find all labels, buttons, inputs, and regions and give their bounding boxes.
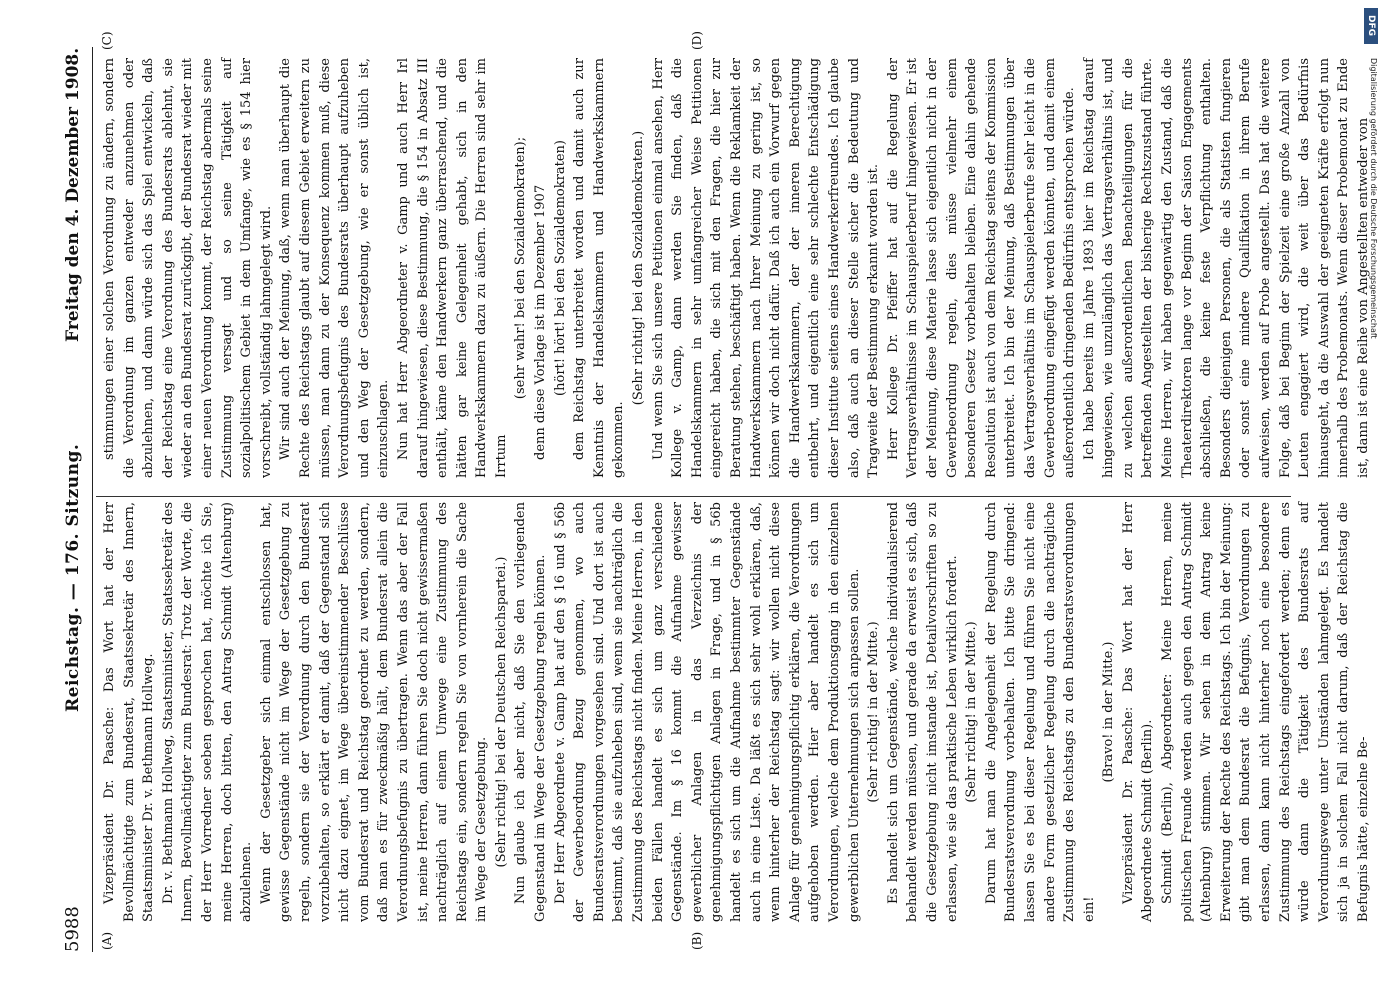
header-rule [92,47,93,952]
paragraph: stimmungen einer solchen Verordnung zu ändern, sondern die Verordnung im ganzen entweder anzunehmen oder abzulehnen, und dann würde sich das Spiel entwickeln, daß der Reichstag eine Verordnung des Bundesrats ablehnt, sie wieder an den Bundesrat zurückgibt, der Bundesrat wieder mit einer neuen Verordnung kommt, der Reichstag abermals seine Zustimmung versagt und so seine Tätigkeit auf sozialpolitischem Gebiet in dem Umfange, wie es § 154 hier vorschreibt, vollständig lahmgelegt wird. [102,58,274,478]
paragraph: Schmidt (Berlin), Abgeordneter: Meine Herren, meine politischen Freunde werden auch gegen den Antrag Schmidt (Altenburg) stimmen. Wir sehen in dem Antrag keine Erweiterung der Rechte des Reichstags. Ich bin der Meinung: gibt man dem Bundesrat die Befugnis, Verordnungen zu erlassen, dann kann nicht hinterher noch eine besondere Zustimmung des Reichstags eingefordert werden; denn es würde dann die Tätigkeit des Bundesrats auf Verordnungswege unter Umständen lahmgelegt. Es handelt sich ja in solchem Fall nicht darum, daß der Reichstag die Befugnis hätte, einzelne Be- [1160,502,1371,922]
paragraph: (sehr wahr! bei den Sozialdemokraten); [513,136,529,400]
margin-marker-c: (C) [100,31,114,50]
funding-note: Digitalisierung gefördert durch die Deutsche Forschungsgemeinschaft [1369,58,1378,339]
paragraph: Herr Kollege Dr. Pfeiffer hat auf die Regelung der Vertragsverhältnisse im Schauspielerberuf hingewiesen. Er ist der Meinung, diese Materie lasse sich eigentlich nicht in der Gewerbeordnung regeln, dies müsse vielmehr einem besonderen Gesetz vorbehalten bleiben. Eine dahin gehende Resolution ist auch von dem Reichstag seitens der Kommission unterbreitet. Ich bin der Meinung, daß Bestimmungen über das Vertragsverhältnis im Schauspielerberufe sehr leicht in die Gewerbeordnung eingefügt werden könnten, und damit einem außerordentlich dringenden Bedürfnis entsprochen würde. [885,58,1078,478]
page-title: Reichstag. — 176. Sitzung. [63,443,83,712]
paragraph: Dr. v. Bethmann Hollweg, Staatsminister, Staatssekretär des Innern, Bevollmächtigter zum Bundesrat: Trotz der Worte, die der Herr Vorredner soeben gesprochen hat, möchte ich Sie, meine Herren, doch bitten, den Antrag Schmidt (Altenburg) abzulehnen. [160,502,255,922]
paragraph: (Sehr richtig! bei den Sozialdemokraten.) [631,130,647,406]
paragraph: Ich habe bereits im Jahre 1893 hier im Reichstag darauf hingewiesen, wie unzulänglich das Vertragsverhältnis ist, und zu welchen außerordentlichen Benachteiligungen für die betreffenden Angestellten der bisherige Rechtszustand führte. Meine Herren, wir haben gegenwärtig den Zustand, daß die Theaterdirektoren lange vor Beginn der Saison Engagements abschließen, die keine feste Verpflichtung enthalten. Besonders diejenigen Personen, die als Statisten fungieren oder sonst eine mindere Qualifikation in ihrem Berufe aufweisen, werden auf Probe angestellt. Das hat die weitere Folge, daß bei Beginn der Spielzeit eine große Anzahl von Leuten engagiert wird, die weit über das Bedürfnis hinausgeht, da die Auswahl der geeigneten Kräfte erfolgt nun innerhalb des Probemonats. Wenn dieser Probemonat zu Ende ist, dann ist eine Reihe von Angestellten entweder von [1081,58,1371,478]
paragraph: Und wenn Sie sich unsere Petitionen einmal ansehen, Herr Kollege v. Gamp, dann werden Sie finden, daß die Handelskammern in sehr umfangreicher Weise Petitionen eingereicht haben, die sich mit den Fragen, die hier zur Beratung stehen, beschäftigt haben. Wenn die Reklamkeit der Handwerkskammern nach Ihrer Meinung zu gering ist, so können wir doch nicht dafür. Daß ich auch ein Vorwurf gegen die Handwerkskammern, der der inneren Berechtigung entbehrt, und eigentlich eine sehr schlechte Entschädigung dieser Institute seitens eines Handwerkerfreundes. Ich glaube also, daß auch an dieser Stelle sicher die Bedeutung und Tragweite der Bestimmung erkannt worden ist. [650,58,882,478]
paragraph: Der Herr Abgeordnete v. Gamp hat auf den § 16 und § 56b der Gewerbeordnung Bezug genommen, wo auch Bundesratsverordnungen vorgesehen sind. Und dort ist auch bestimmt, daß sie aufzuheben sind, wenn sie nachträglich die Zustimmung des Reichstags nicht finden. Meine Herren, in den beiden Fällen handelt es sich um ganz verschiedene Gegenstände. Im § 16 kommt die Aufnahme gewisser gewerblicher Anlagen in das Verzeichnis der genehmigungspflichtigen Anlagen in Frage, und in § 56b handelt es sich um die Aufnahme bestimmter Gegenstände auch in eine Liste. Da läßt es sich sehr wohl erklären, daß, wenn hinterher der Reichstag sagt: wir wollen nicht diese Anlage für genehmigungspflichtig erklären, die Verordnungen aufgehoben werden. Hier aber handelt es sich um Verordnungen, welche dem Produktionsgang in den einzelnen gewerblichen Unternehmungen sich anpassen sollen. [552,502,862,922]
right-column [100,58,1371,478]
margin-marker-d: (D) [690,31,704,50]
paragraph: (Bravo! in der Mitte.) [1101,641,1117,783]
paragraph: Es handelt sich um Gegenstände, welche individualisierend behandelt werden müssen, und gerade da erweist es sich, daß die Gesetzgebung nicht imstande ist, Detailvorschriften so zu erlassen, wie sie das praktische Leben wirklich fordert. [885,502,960,922]
page-number: 5988 [62,906,83,952]
paragraph: Vizepräsident Dr. Paasche: Das Wort hat der Herr Bevollmächtigte zum Bundesrat, Staatssekretär des Innern, Staatsminister Dr. v. Bethmann Hollweg. [102,502,157,922]
paragraph: Wenn der Gesetzgeber sich einmal entschlossen hat, gewisse Gegenstände nicht im Wege der Gesetzgebung zu regeln, sondern sie der Verordnung durch den Bundesrat vorzubehalten, so erklärt er damit, daß der Gegenstand sich nicht dazu eignet, im Wege übereinstimmender Beschlüsse vom Bundesrat und Reichstag geordnet zu werden, sondern, daß man es für zweckmäßig hält, dem Bundesrat allein die Verordnungsbefugnis zu übertragen. Wenn das aber der Fall ist, meine Herren, dann führen Sie doch nicht gewissermaßen nachträglich auf einem Umwege eine Zustimmung des Reichstags ein, sondern regeln Sie von vornherein die Sache im Wege der Gesetzgebung. [258,502,490,922]
session-date: Freitag den 4. Dezember 1908. [63,47,83,342]
paragraph: dem Reichstag unterbreitet worden und damit auch zur Kenntnis der Handelskammern und Handwerkskammern gekommen. [572,58,627,478]
paragraph: (hört! hört! bei den Sozialdemokraten) [552,140,568,396]
column-divider [96,496,1291,497]
paragraph: Darum hat man die Angelegenheit der Regelung durch Bundesratsverordnung vorbehalten. Ich bitte Sie dringend: lassen Sie es bei dieser Regelung und führen Sie nicht eine andere Form gesetzlicher Regelung durch die nachträgliche Zustimmung des Reichstags zu den Bundesratsverordnungen ein! [983,502,1097,922]
dfg-logo: DFG [1364,8,1378,44]
left-column [100,502,1371,922]
page-header [58,47,88,952]
paragraph: (Sehr richtig! in der Mitte.) [866,621,882,803]
paragraph: Wir sind auch der Meinung, daß, wenn man überhaupt die Rechte des Reichstags glaubt auf diesem Gebiet erweitern zu müssen, man dann zu der Konsequenz kommen muß, diese Verordnungsbefugnis des Bundesrats überhaupt aufzuheben und den Weg der Gesetzgebung, wie er sonst üblich ist, einzuschlagen. [278,58,392,478]
paragraph: denn diese Vorlage ist im Dezember 1907 [533,184,549,460]
margin-marker-a: (A) [100,931,114,950]
paragraph: Vizepräsident Dr. Paasche: Das Wort hat der Herr Abgeordnete Schmidt (Berlin). [1120,502,1156,922]
paragraph: Nun glaube ich aber nicht, daß Sie den vorliegenden Gegenstand im Wege der Gesetzgebung regeln können. [513,502,549,922]
paragraph: (Sehr richtig! in der Mitte.) [964,621,980,803]
paragraph: Nun hat Herr Abgeordneter v. Gamp und auch Herr Irl darauf hingewiesen, diese Bestimmung, die § 154 in Absatz III enthält, käme den Handwerkern ganz überraschend, und die hätten gar keine Gelegenheit gehabt, sich in den Handwerkskammern dazu zu äußern. Die Herren sind sehr im Irrtum [395,58,509,478]
paragraph: (Sehr richtig! bei der Deutschen Reichspartei.) [493,556,509,868]
margin-marker-b: (B) [690,931,704,950]
